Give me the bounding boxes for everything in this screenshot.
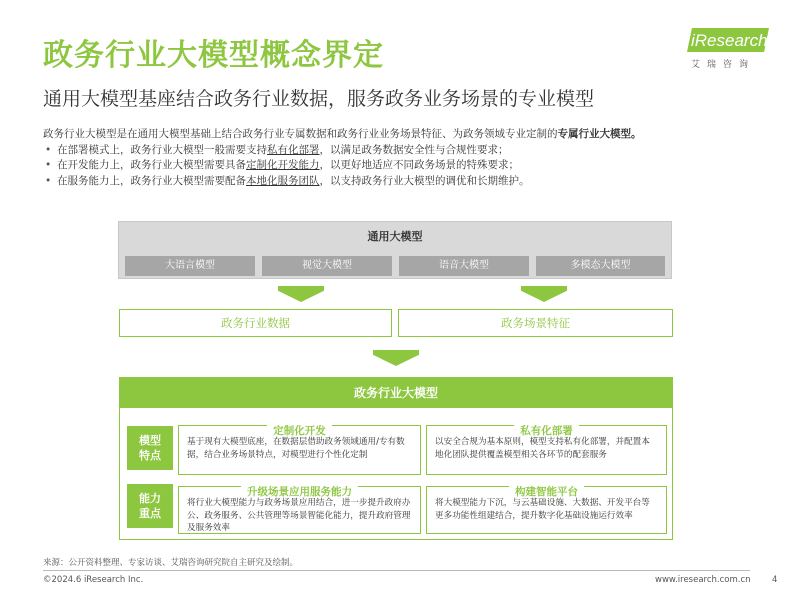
copyright: ©2024.6 iResearch Inc. bbox=[43, 575, 144, 585]
tag-capability-focus bbox=[127, 484, 173, 528]
government-model-title: 政务行业大模型 bbox=[120, 378, 672, 408]
panel-custom-development bbox=[178, 425, 421, 475]
panel-smart-platform bbox=[426, 486, 667, 534]
panel-text: 将行业大模型能力与政务场景应用结合，进一步提升政府办公、政务服务、公共管理等场景智能化能力，提升政府管理及服务效率 bbox=[187, 498, 411, 533]
source-note: 来源：公开资料整理、专家访谈、艾瑞咨询研究院自主研究及绘制。 bbox=[43, 558, 299, 568]
page-number: 4 bbox=[772, 575, 778, 585]
panel-text: 以安全合规为基本原则，模型支持私有化部署，并配置本地化团队提供覆盖模型相关各环节的配套服务 bbox=[435, 437, 650, 460]
panel-private-deployment bbox=[426, 425, 667, 475]
bullet-service bbox=[43, 174, 763, 190]
logo-text: iResearch bbox=[691, 31, 768, 50]
down-arrow-icon bbox=[373, 350, 419, 366]
tag-line: 模型 bbox=[139, 434, 161, 447]
general-item-vision: 视觉大模型 bbox=[262, 256, 392, 276]
general-model-title: 通用大模型 bbox=[367, 230, 423, 243]
website-link[interactable]: www.iresearch.com.cn bbox=[655, 575, 751, 585]
input-scenario-features: 政务场景特征 bbox=[398, 309, 673, 337]
logo-chinese-text: 艾瑞咨询 bbox=[691, 60, 756, 70]
bullet-keyword: 私有化部署 bbox=[267, 143, 320, 156]
bullet-text: 在服务能力上，政务行业大模型需要配备 bbox=[57, 174, 246, 187]
general-model-box bbox=[118, 221, 672, 279]
bullet-text: ，以支持政务行业大模型的调优和长期维护。 bbox=[319, 174, 530, 187]
input-government-data: 政务行业数据 bbox=[119, 309, 392, 337]
panel-text: 基于现有大模型底座，在数据层借助政务领域通用/专有数据，结合业务场景特点，对模型进行个性化定制 bbox=[187, 437, 405, 460]
iresearch-logo bbox=[683, 28, 769, 70]
panel-title-text: 构建智能平台 bbox=[509, 486, 584, 498]
bullet-text: ，以满足政务数据安全性与合规性要求； bbox=[319, 143, 509, 156]
intro-text bbox=[43, 127, 763, 189]
bullet-text: ，以更好地适应不同政务场景的特殊要求； bbox=[319, 159, 519, 171]
intro-lead bbox=[43, 127, 763, 143]
bullet-development bbox=[43, 158, 763, 174]
tag-model-features bbox=[127, 426, 173, 470]
down-arrow-icon bbox=[278, 286, 324, 302]
down-arrow-icon bbox=[521, 286, 567, 302]
intro-lead-bold: 专属行业大模型。 bbox=[557, 128, 642, 140]
panel-title-text: 升级场景应用服务能力 bbox=[241, 486, 358, 498]
bullet-keyword: 定制化开发能力 bbox=[246, 159, 320, 171]
bullet-keyword: 本地化服务团队 bbox=[246, 174, 320, 187]
intro-lead-text: 政务行业大模型是在通用大模型基础上结合政务行业专属数据和政务行业业务场景特征、为政务领域专业定制的 bbox=[43, 128, 558, 140]
footer-divider bbox=[43, 570, 750, 571]
panel-title-text: 私有化部署 bbox=[514, 425, 579, 437]
tag-line: 特点 bbox=[139, 449, 161, 462]
panel-scenario-service bbox=[178, 486, 421, 534]
general-item-llm: 大语言模型 bbox=[125, 256, 255, 276]
bullet-text: 在部署模式上，政务行业大模型一般需要支持 bbox=[57, 143, 267, 156]
page-subtitle: 通用大模型基座结合政务行业数据，服务政务业务场景的专业模型 bbox=[43, 88, 595, 110]
general-item-speech: 语音大模型 bbox=[399, 256, 529, 276]
page-title: 政务行业大模型概念界定 bbox=[43, 38, 384, 73]
panel-text: 将大模型能力下沉，与云基础设施、大数据、开发平台等更多功能性组建结合，提升数字化基础设施运行效率 bbox=[435, 498, 650, 521]
bullet-deployment bbox=[43, 143, 763, 159]
general-item-multimodal: 多模态大模型 bbox=[536, 256, 665, 276]
tag-line: 能力 bbox=[139, 492, 161, 505]
panel-title-text: 定制化开发 bbox=[267, 425, 332, 437]
bullet-text: 在开发能力上，政务行业大模型需要具备 bbox=[57, 159, 246, 171]
tag-line: 重点 bbox=[139, 507, 161, 520]
